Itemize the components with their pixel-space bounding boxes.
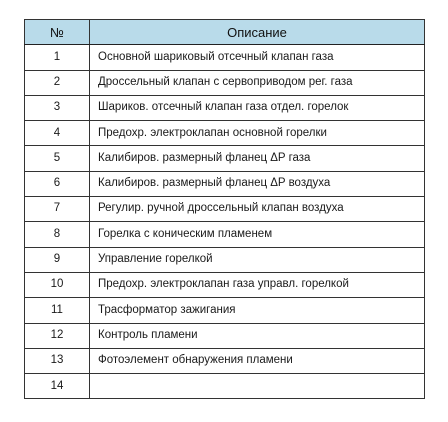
row-description: Контроль пламени	[90, 323, 425, 348]
row-number: 12	[25, 323, 90, 348]
table-row	[25, 222, 425, 247]
table-row	[25, 197, 425, 222]
table-body	[25, 45, 425, 399]
row-number: 2	[25, 70, 90, 95]
table-row	[25, 70, 425, 95]
row-number: 9	[25, 247, 90, 272]
row-number: 11	[25, 298, 90, 323]
legend-table	[24, 19, 425, 399]
table-header	[25, 20, 425, 45]
description-column-header: Описание	[90, 20, 425, 45]
row-description: Фотоэлемент обнаружения пламени	[90, 348, 425, 373]
row-description: Управление горелкой	[90, 247, 425, 272]
row-description: Калибиров. размерный фланец ΔP воздуха	[90, 171, 425, 196]
row-number: 5	[25, 146, 90, 171]
table-row	[25, 247, 425, 272]
row-description: Основной шариковый отсечный клапан газа	[90, 45, 425, 70]
table-row	[25, 374, 425, 399]
row-number: 1	[25, 45, 90, 70]
row-description	[90, 374, 425, 399]
row-description: Регулир. ручной дроссельный клапан воздуха	[90, 197, 425, 222]
table-row	[25, 323, 425, 348]
table-row	[25, 348, 425, 373]
table-row	[25, 171, 425, 196]
table-row	[25, 298, 425, 323]
row-number: 3	[25, 95, 90, 120]
table-row	[25, 45, 425, 70]
row-description: Шариков. отсечный клапан газа отдел. горелок	[90, 95, 425, 120]
table-row	[25, 121, 425, 146]
table-row	[25, 272, 425, 297]
row-number: 13	[25, 348, 90, 373]
row-number: 10	[25, 272, 90, 297]
row-description: Дроссельный клапан с сервоприводом рег. газа	[90, 70, 425, 95]
table-row	[25, 95, 425, 120]
row-description: Калибиров. размерный фланец ΔP газа	[90, 146, 425, 171]
number-column-header: №	[25, 20, 90, 45]
row-description: Предохр. электроклапан газа управл. горелкой	[90, 272, 425, 297]
row-description: Горелка с коническим пламенем	[90, 222, 425, 247]
row-description: Трасформатор зажигания	[90, 298, 425, 323]
header-row	[25, 20, 425, 45]
row-number: 4	[25, 121, 90, 146]
row-description: Предохр. электроклапан основной горелки	[90, 121, 425, 146]
row-number: 6	[25, 171, 90, 196]
table-row	[25, 146, 425, 171]
row-number: 8	[25, 222, 90, 247]
row-number: 7	[25, 197, 90, 222]
row-number: 14	[25, 374, 90, 399]
